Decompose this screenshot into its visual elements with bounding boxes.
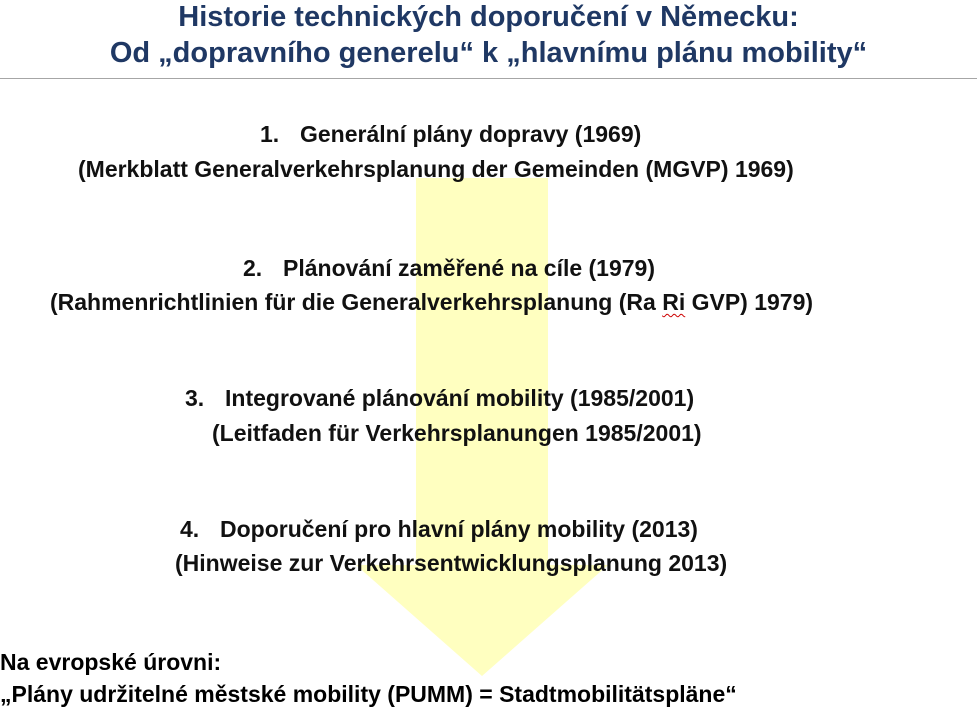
- item-1-czech: [260, 120, 641, 148]
- european-level-text: „Plány udržitelné městské mobility (PUMM) = Stadtmobilitätspläne“: [0, 681, 737, 707]
- item-4-czech-text: Doporučení pro hlavní plány mobility (2013): [220, 516, 698, 542]
- item-2-czech: [243, 254, 655, 282]
- item-3-number: 3.: [185, 385, 205, 411]
- item-1-czech-text: Generální plány dopravy (1969): [300, 121, 642, 147]
- item-3-czech: [185, 384, 694, 412]
- item-4-number: 4.: [180, 516, 200, 542]
- page-title-line-1: Historie technických doporučení v Německu:: [178, 1, 799, 33]
- item-2-german-marked-word: Ri: [662, 289, 686, 315]
- item-4-german: (Hinweise zur Verkehrsentwicklungsplanung 2013): [175, 550, 728, 576]
- item-2-number: 2.: [243, 255, 263, 281]
- item-4-czech: [180, 515, 698, 543]
- item-2-czech-text: Plánování zaměřené na cíle (1979): [283, 255, 656, 281]
- page-title-line-2: Od „dopravního generelu“ k „hlavnímu plánu mobility“: [109, 37, 868, 69]
- title-divider: [0, 78, 977, 79]
- european-level-heading: Na evropské úrovni:: [0, 649, 222, 675]
- item-3-czech-text: Integrované plánování mobility (1985/2001): [225, 385, 695, 411]
- item-2-german: [50, 288, 813, 316]
- item-3-german: (Leitfaden für Verkehrsplanungen 1985/2001): [212, 420, 702, 446]
- item-1-number: 1.: [260, 121, 280, 147]
- item-2-german-part-1: (Rahmenrichtlinien für die Generalverkehrsplanung (Ra: [50, 289, 663, 315]
- item-1-german: (Merkblatt Generalverkehrsplanung der Gemeinden (MGVP) 1969): [78, 156, 794, 182]
- item-2-german-part-2: GVP) 1979): [685, 289, 814, 315]
